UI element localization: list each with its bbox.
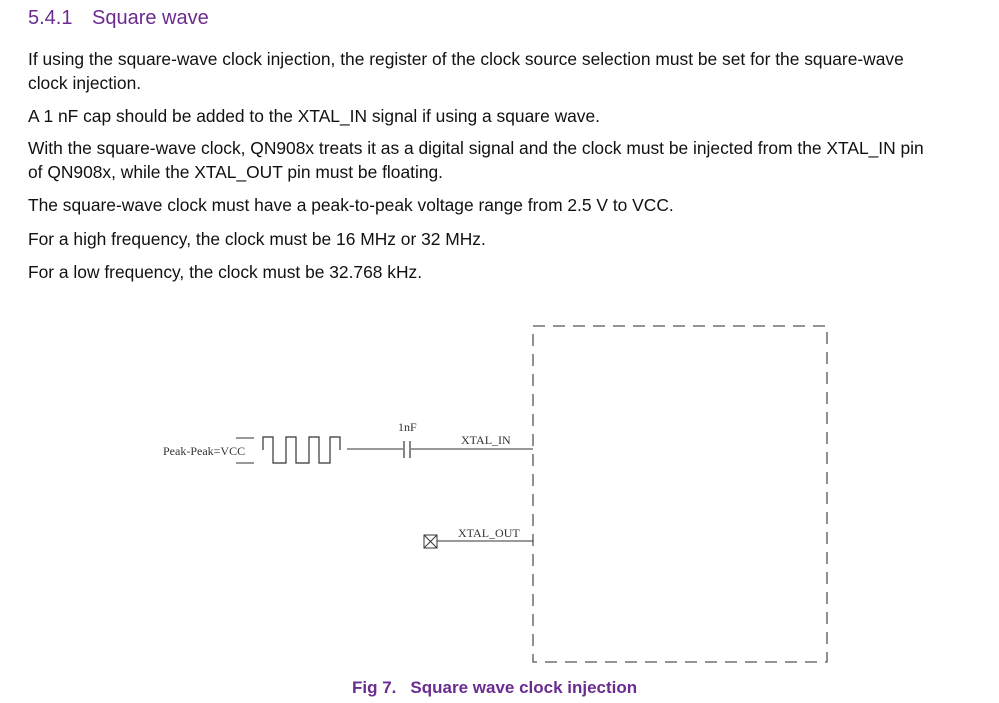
xtal-out-label: XTAL_OUT (458, 526, 520, 540)
paragraph-low-frequency: For a low frequency, the clock must be 32.768 kHz. (28, 262, 423, 282)
paragraph-cap: A 1 nF cap should be added to the XTAL_IN signal if using a square wave. (28, 106, 600, 126)
paragraph-clock-source: If using the square-wave clock injection, the register of the clock source selection must be set for the square-wave clock injection. (28, 49, 904, 93)
paragraph-voltage-range: The square-wave clock must have a peak-to-peak voltage range from 2.5 V to VCC. (28, 195, 674, 215)
paragraph-digital-signal: With the square-wave clock, QN908x treats it as a digital signal and the clock must be injected from the XTAL_IN pin of QN908x, while the XTAL_OUT pin must be floating. (28, 138, 924, 182)
section-title: Square wave (92, 7, 209, 29)
paragraph-high-frequency: For a high frequency, the clock must be 16 MHz or 32 MHz. (28, 229, 486, 249)
section-number: 5.4.1 (28, 7, 73, 29)
square-wave-symbol (263, 437, 340, 463)
figure-label: Fig 7. (352, 678, 397, 697)
source-label: Peak-Peak=VCC (163, 444, 246, 458)
figure-caption (352, 678, 637, 698)
capacitor-label: 1nF (398, 420, 417, 434)
figure-title: Square wave clock injection (410, 678, 638, 697)
xtal-in-label: XTAL_IN (461, 433, 511, 447)
chip-outline (533, 326, 827, 662)
